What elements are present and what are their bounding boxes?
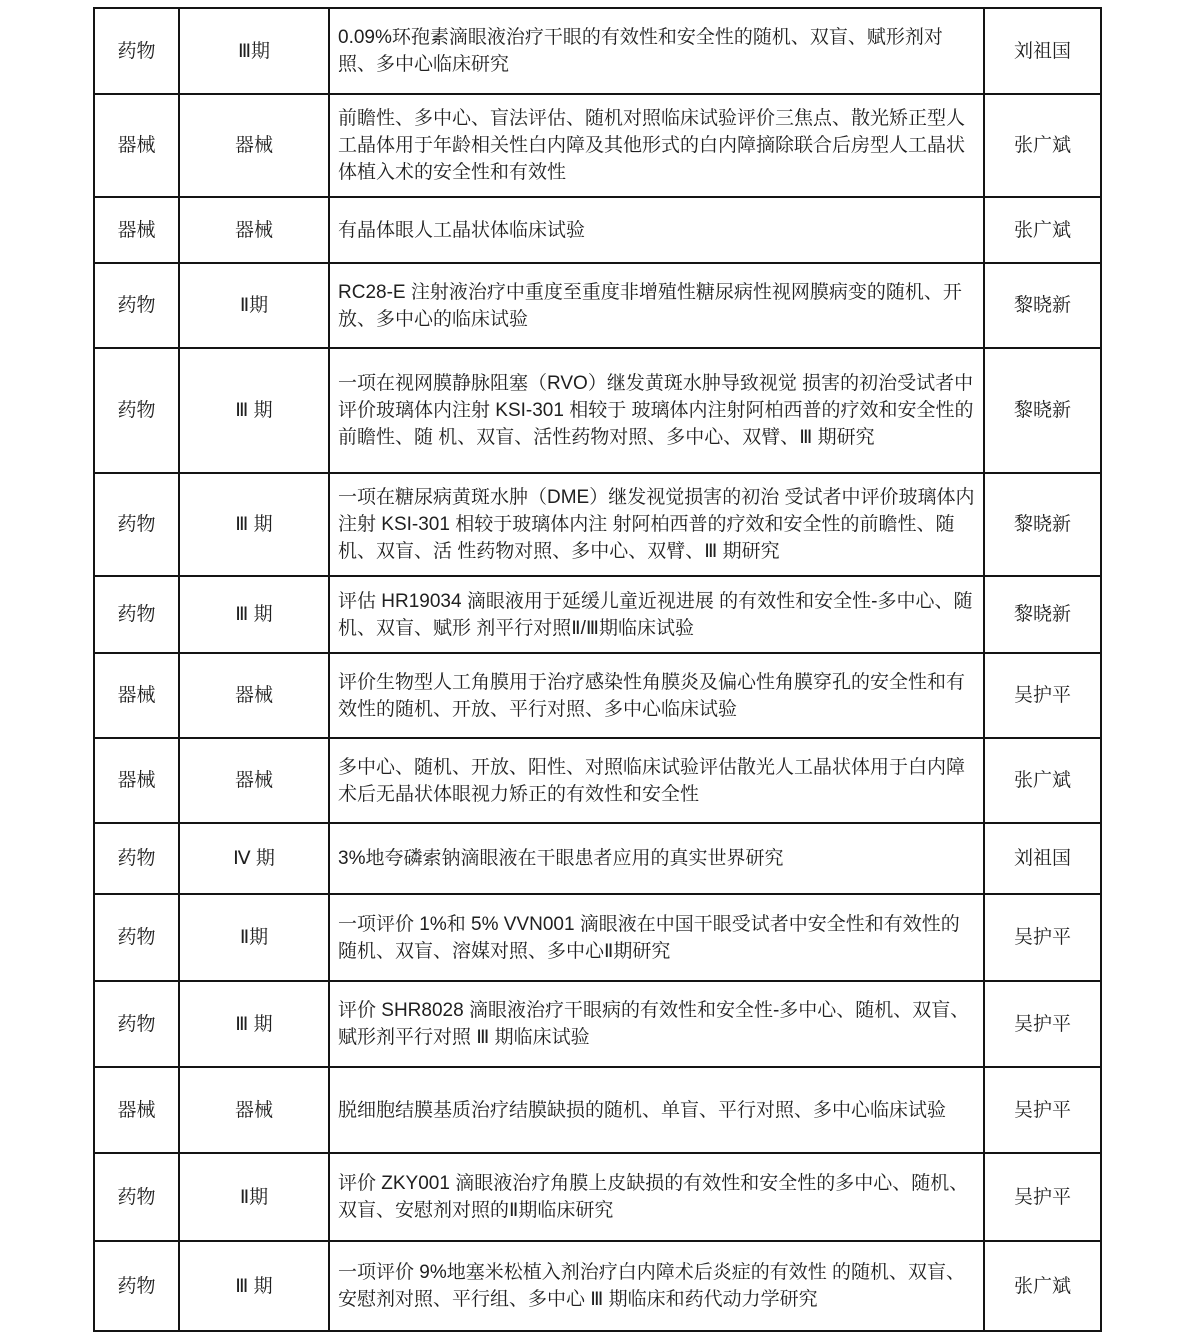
cell-category: 药物 bbox=[94, 263, 179, 348]
cell-trial-title: 一项评价 1%和 5% VVN001 滴眼液在中国干眼受试者中安全性和有效性的随机、双盲、溶媒对照、多中心Ⅱ期研究 bbox=[329, 894, 984, 981]
table-row bbox=[94, 263, 1101, 348]
table-row bbox=[94, 1153, 1101, 1241]
cell-investigator: 张广斌 bbox=[984, 1241, 1101, 1331]
cell-phase: 器械 bbox=[179, 738, 329, 823]
table-row bbox=[94, 653, 1101, 738]
table-row bbox=[94, 197, 1101, 263]
cell-trial-title: 0.09%环孢素滴眼液治疗干眼的有效性和安全性的随机、双盲、赋形剂对照、多中心临床研究 bbox=[329, 8, 984, 94]
cell-phase: 器械 bbox=[179, 1067, 329, 1153]
cell-trial-title: 评价 SHR8028 滴眼液治疗干眼病的有效性和安全性-多中心、随机、双盲、赋形剂平行对照 Ⅲ 期临床试验 bbox=[329, 981, 984, 1067]
cell-phase: 器械 bbox=[179, 197, 329, 263]
table-row bbox=[94, 823, 1101, 894]
cell-phase: Ⅲ期 bbox=[179, 8, 329, 94]
table-row bbox=[94, 8, 1101, 94]
clinical-trials-table bbox=[93, 7, 1102, 1332]
table-row bbox=[94, 1241, 1101, 1331]
cell-investigator: 张广斌 bbox=[984, 94, 1101, 197]
cell-category: 器械 bbox=[94, 653, 179, 738]
cell-phase: 器械 bbox=[179, 94, 329, 197]
cell-investigator: 刘祖国 bbox=[984, 823, 1101, 894]
cell-trial-title: 一项在糖尿病黄斑水肿（DME）继发视觉损害的初治 受试者中评价玻璃体内注射 KSI-301 相较于玻璃体内注 射阿柏西普的疗效和安全性的前瞻性、随机、双盲、活 性药物对照、多中心、双臂、Ⅲ 期研究 bbox=[329, 473, 984, 576]
table-row bbox=[94, 981, 1101, 1067]
cell-phase: Ⅲ 期 bbox=[179, 473, 329, 576]
table-row bbox=[94, 576, 1101, 653]
cell-trial-title: 评价 ZKY001 滴眼液治疗角膜上皮缺损的有效性和安全性的多中心、随机、双盲、安慰剂对照的Ⅱ期临床研究 bbox=[329, 1153, 984, 1241]
cell-category: 药物 bbox=[94, 981, 179, 1067]
cell-category: 药物 bbox=[94, 473, 179, 576]
cell-category: 药物 bbox=[94, 576, 179, 653]
cell-phase: Ⅳ 期 bbox=[179, 823, 329, 894]
cell-category: 器械 bbox=[94, 94, 179, 197]
cell-phase: Ⅲ 期 bbox=[179, 981, 329, 1067]
table-row bbox=[94, 473, 1101, 576]
cell-trial-title: 一项评价 9%地塞米松植入剂治疗白内障术后炎症的有效性 的随机、双盲、安慰剂对照、平行组、多中心 Ⅲ 期临床和药代动力学研究 bbox=[329, 1241, 984, 1331]
cell-trial-title: 评价生物型人工角膜用于治疗感染性角膜炎及偏心性角膜穿孔的安全性和有效性的随机、开放、平行对照、多中心临床试验 bbox=[329, 653, 984, 738]
cell-investigator: 黎晓新 bbox=[984, 263, 1101, 348]
table-row bbox=[94, 348, 1101, 473]
cell-investigator: 黎晓新 bbox=[984, 576, 1101, 653]
cell-category: 药物 bbox=[94, 1241, 179, 1331]
cell-phase: Ⅱ期 bbox=[179, 894, 329, 981]
cell-trial-title: 有晶体眼人工晶状体临床试验 bbox=[329, 197, 984, 263]
cell-trial-title: RC28-E 注射液治疗中重度至重度非增殖性糖尿病性视网膜病变的随机、开放、多中心的临床试验 bbox=[329, 263, 984, 348]
cell-trial-title: 3%地夸磷索钠滴眼液在干眼患者应用的真实世界研究 bbox=[329, 823, 984, 894]
cell-category: 器械 bbox=[94, 197, 179, 263]
cell-trial-title: 前瞻性、多中心、盲法评估、随机对照临床试验评价三焦点、散光矫正型人工晶体用于年龄相关性白内障及其他形式的白内障摘除联合后房型人工晶状体植入术的安全性和有效性 bbox=[329, 94, 984, 197]
cell-phase: Ⅲ 期 bbox=[179, 576, 329, 653]
cell-investigator: 张广斌 bbox=[984, 738, 1101, 823]
cell-phase: Ⅱ期 bbox=[179, 1153, 329, 1241]
table-row bbox=[94, 1067, 1101, 1153]
cell-category: 药物 bbox=[94, 8, 179, 94]
cell-trial-title: 一项在视网膜静脉阻塞（RVO）继发黄斑水肿导致视觉 损害的初治受试者中评价玻璃体内注射 KSI-301 相较于 玻璃体内注射阿柏西普的疗效和安全性的前瞻性、随 机、双盲、活性药物对照、多中心、双臂、Ⅲ 期研究 bbox=[329, 348, 984, 473]
cell-phase: Ⅲ 期 bbox=[179, 1241, 329, 1331]
cell-investigator: 刘祖国 bbox=[984, 8, 1101, 94]
cell-category: 器械 bbox=[94, 1067, 179, 1153]
cell-phase: Ⅱ期 bbox=[179, 263, 329, 348]
cell-investigator: 黎晓新 bbox=[984, 348, 1101, 473]
cell-phase: 器械 bbox=[179, 653, 329, 738]
cell-category: 药物 bbox=[94, 1153, 179, 1241]
cell-category: 药物 bbox=[94, 823, 179, 894]
table-row bbox=[94, 94, 1101, 197]
cell-trial-title: 多中心、随机、开放、阳性、对照临床试验评估散光人工晶状体用于白内障术后无晶状体眼视力矫正的有效性和安全性 bbox=[329, 738, 984, 823]
cell-phase: Ⅲ 期 bbox=[179, 348, 329, 473]
cell-investigator: 吴护平 bbox=[984, 1153, 1101, 1241]
cell-category: 器械 bbox=[94, 738, 179, 823]
cell-category: 药物 bbox=[94, 348, 179, 473]
cell-investigator: 黎晓新 bbox=[984, 473, 1101, 576]
cell-investigator: 吴护平 bbox=[984, 894, 1101, 981]
table-row bbox=[94, 894, 1101, 981]
cell-trial-title: 脱细胞结膜基质治疗结膜缺损的随机、单盲、平行对照、多中心临床试验 bbox=[329, 1067, 984, 1153]
table-row bbox=[94, 738, 1101, 823]
cell-investigator: 吴护平 bbox=[984, 1067, 1101, 1153]
cell-trial-title: 评估 HR19034 滴眼液用于延缓儿童近视进展 的有效性和安全性-多中心、随机、双盲、赋形 剂平行对照Ⅱ/Ⅲ期临床试验 bbox=[329, 576, 984, 653]
cell-category: 药物 bbox=[94, 894, 179, 981]
cell-investigator: 张广斌 bbox=[984, 197, 1101, 263]
cell-investigator: 吴护平 bbox=[984, 981, 1101, 1067]
cell-investigator: 吴护平 bbox=[984, 653, 1101, 738]
